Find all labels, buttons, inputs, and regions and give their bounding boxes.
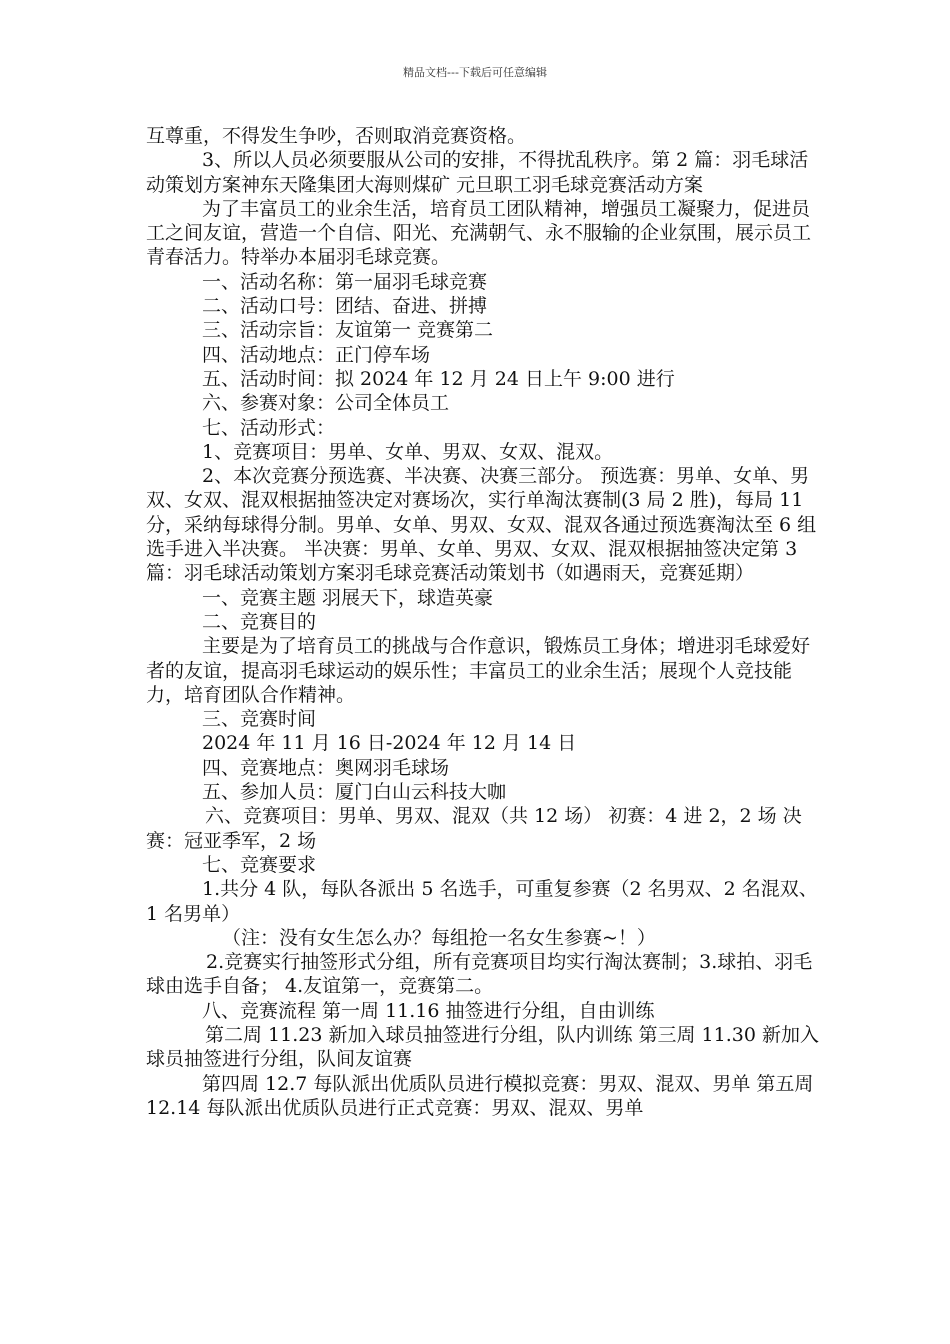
paragraph: 七、活动形式： xyxy=(202,416,336,439)
paragraph: 八、竞赛流程 第一周 11.16 抽签进行分组，自由训练 xyxy=(202,999,655,1022)
paragraph: 第二周 11.23 新加入球员抽签进行分组，队内训练 第三周 11.30 新加入球员抽签进行分组，队间友谊赛 xyxy=(146,1023,819,1071)
paragraph: 四、竞赛地点：奥网羽毛球场 xyxy=(202,756,450,779)
paragraph: 三、活动宗旨：友谊第一 竞赛第二 xyxy=(202,319,494,342)
paragraph: 第四周 12.7 每队派出优质队员进行模拟竞赛：男双、混双、男单 第五周 12.14 每队派出优质队员进行正式竞赛：男双、混双、男单 xyxy=(146,1072,814,1119)
paragraph: 二、活动口号：团结、奋进、拼搏 xyxy=(202,295,488,318)
paragraph: 3、所以人员必须要服从公司的安排，不得扰乱秩序。第 2 篇：羽毛球活动策划方案神东天隆集团大海则煤矿 元旦职工羽毛球竞赛活动方案 xyxy=(146,149,809,196)
paragraph: 为了丰富员工的业余生活，培育员工团队精神，增强员工凝聚力，促进员工之间友谊，营造一个自信、阳光、充满朝气、永不服输的企业氛围，展示员工青春活力。特举办本届羽毛球竞赛。 xyxy=(146,197,812,269)
paragraph: 五、参加人员：厦门白山云科技大咖 xyxy=(202,781,507,804)
paragraph: 三、竞赛时间 xyxy=(202,708,317,731)
paragraph: 1、竞赛项目：男单、女单、男双、女双、混双。 xyxy=(202,440,614,463)
paragraph: 2.竞赛实行抽签形式分组，所有竞赛项目均实行淘汰赛制；3.球拍、羽毛球由选手自备； 4.友谊第一，竞赛第二。 xyxy=(146,951,813,998)
paragraph: 一、竞赛主题 羽展天下，球造英豪 xyxy=(202,586,494,609)
paragraph: 互尊重，不得发生争吵，否则取消竞赛资格。 xyxy=(146,125,527,147)
paragraph: 六、参赛对象：公司全体员工 xyxy=(202,392,450,415)
paragraph: 主要是为了培育员工的挑战与合作意识，锻炼员工身体；增进羽毛球爱好者的友谊，提高羽毛球运动的娱乐性；丰富员工的业余生活；展现个人竞技能力，培育团队合作精神。 xyxy=(146,635,811,706)
paragraph: 1.共分 4 队，每队各派出 5 名选手，可重复参赛（2 名男双、2 名混双、1 名男单） xyxy=(146,878,818,925)
paragraph: 五、活动时间：拟 2024 年 12 月 24 日上午 9:00 进行 xyxy=(202,367,675,390)
paragraph: 六、竞赛项目：男单、男双、混双（共 12 场） 初赛：4 进 2，2 场 决赛：冠亚季军，2 场 xyxy=(146,805,802,852)
page-header: 精品文档---下载后可任意编辑 xyxy=(403,66,547,79)
paragraph: （注：没有女生怎么办？每组抢一名女生参赛~！） xyxy=(222,926,656,949)
paragraph: 四、活动地点：正门停车场 xyxy=(202,343,431,366)
paragraph: 一、活动名称：第一届羽毛球竞赛 xyxy=(202,270,488,293)
paragraph: 七、竞赛要求 xyxy=(202,853,317,876)
paragraph: 2、本次竞赛分预选赛、半决赛、决赛三部分。 预选赛：男单、女单、男双、女双、混双根据抽签决定对赛场次，实行单淘汰赛制(3 局 2 胜)，每局 11 分，采纳每球得分制。男单、女单、男双、女双、混双各通过预选赛淘汰至 6 组选手进入半决赛。 半决赛：男单、女单、男双、女双、混双根据抽签决定第 3 篇：羽毛球活动策划方案羽毛球竞赛活动策划书（如遇雨天，竞赛延期） xyxy=(146,465,817,585)
paragraph: 二、竞赛目的 xyxy=(202,610,317,633)
paragraph: 2024 年 11 月 16 日-2024 年 12 月 14 日 xyxy=(202,732,577,755)
document-body xyxy=(146,124,826,1120)
